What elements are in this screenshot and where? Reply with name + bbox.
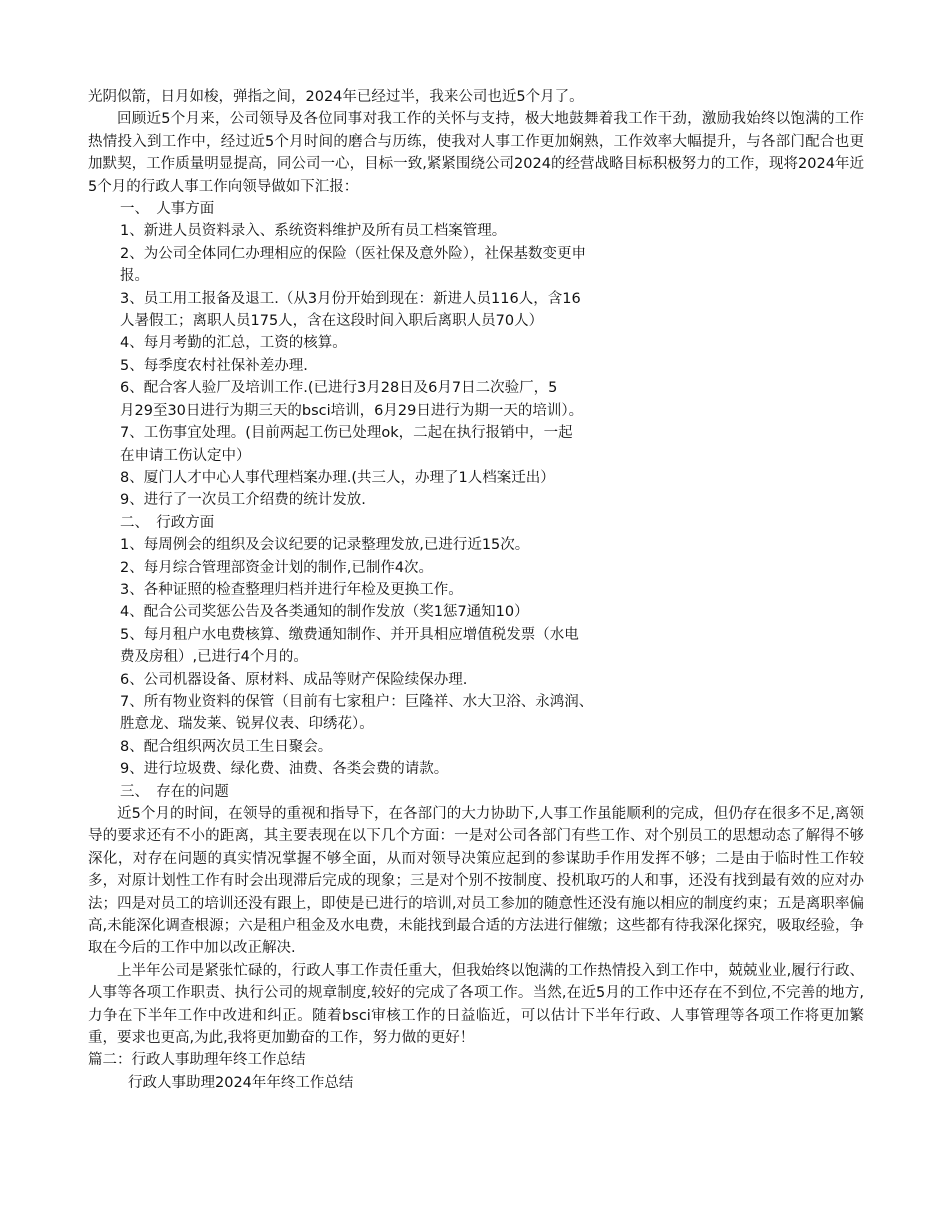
list-item-continuation: 报。: [120, 268, 149, 285]
list-item: 4、配合公司奖惩公告及各类通知的制作发放（奖1惩7通知10）: [120, 604, 529, 621]
list-item: 7、所有物业资料的保管（目前有七家租户：巨隆祥、水大卫浴、永鸿润、: [120, 693, 594, 710]
closing-paragraph: 上半年公司是紧张忙碌的，行政人事工作责任重大，但我始终以饱满的工作热情投入到工作中，兢兢业业,履行行政、人事等各项工作职责、执行公司的规章制度,较好的完成了各项工作。当然,在近5月的工作中还存在不到位,不完善的地方,力争在下半年工作中改进和纠正。随着bsci审核工作的日益临近，可以估计下半年行政、人事管理等各项工作将更加繁重，要求也更高,为此,我将更加勤奋的工作，努力做的更好！: [88, 962, 864, 1047]
list-item: 9、进行垃圾费、绿化费、油费、各类会费的请款。: [120, 761, 449, 778]
list-item-continuation: 人暑假工；离职人员175人，含在这段时间入职后离职人员70人）: [120, 313, 544, 330]
list-item-continuation: 费及房租）,已进行4个月的。: [120, 649, 308, 666]
document-body: [88, 86, 864, 1094]
part2-label: 篇二：行政人事助理年终工作总结: [88, 1052, 306, 1069]
section-heading-personnel: 一、 人事方面: [120, 201, 215, 218]
list-item: 5、每季度农村社保补差办理.: [120, 357, 308, 374]
list-item: 6、配合客人验厂及培训工作.(已进行3月28日及6月7日二次验厂，5: [120, 380, 558, 397]
list-item: 2、为公司全体同仁办理相应的保险（医社保及意外险），社保基数变更申: [120, 245, 586, 262]
review-paragraph: 回顾近5个月来，公司领导及各位同事对我工作的关怀与支持，极大地鼓舞着我工作干劲，激励我始终以饱满的工作热情投入到工作中，经过近5个月时间的磨合与历练，使我对人事工作更加娴熟，工作效率大幅提升，与各部门配合也更加默契，工作质量明显提高，同公司一心，目标一致,紧紧围绕公司2024的经营战略目标积极努力的工作，现将2024年近5个月的行政人事工作向领导做如下汇报：: [88, 111, 864, 195]
section-heading-problems: 三、 存在的问题: [120, 783, 229, 800]
section-heading-administration: 二、 行政方面: [120, 514, 215, 531]
list-item: 8、厦门人才中心人事代理档案办理.(共三人，办理了1人档案迁出）: [120, 469, 555, 486]
intro-paragraph: 光阴似箭，日月如梭，弹指之间，2024年已经过半，我来公司也近5个月了。: [88, 89, 584, 105]
list-item: 6、公司机器设备、原材料、成品等财产保险续保办理.: [120, 671, 468, 688]
list-item: 7、工伤事宜处理。(目前两起工伤已处理ok，二起在执行报销中，一起: [120, 425, 573, 442]
list-item: 3、各种证照的检查整理归档并进行年检及更换工作。: [120, 581, 463, 598]
problems-paragraph: 近5个月的时间，在领导的重视和指导下，在各部门的大力协助下,人事工作虽能顺利的完成，但仍存在很多不足,离领导的要求还有不小的距离，其主要表现在以下几个方面：一是对公司各部门有些工作、对个别员工的思想动态了解得不够深化，对存在问题的真实情况掌握不够全面，从而对领导决策应起到的参谋助手作用发挥不够；二是由于临时性工作较多，对原计划性工作有时会出现滞后完成的现象；三是对个别不按制度、投机取巧的人和事，还没有找到最有效的应对办法；四是对员工的培训还没有跟上，即使是已进行的培训,对员工参加的随意性还没有施以相应的制度约束；五是离职率偏高,未能深化调查根源；六是租户租金及水电费，未能找到最合适的方法进行催缴；这些都有待我深化探究，吸取经验，争取在今后的工作中加以改正解决.: [88, 806, 864, 957]
list-item: 5、每月租户水电费核算、缴费通知制作、并开具相应增值税发票（水电: [120, 626, 579, 643]
list-item-continuation: 在申请工伤认定中）: [120, 447, 251, 464]
list-item: 1、新进人员资料录入、系统资料维护及所有员工档案管理。: [120, 223, 507, 240]
list-item: 8、配合组织两次员工生日聚会。: [120, 738, 333, 755]
list-item: 9、进行了一次员工介绍费的统计发放.: [120, 492, 366, 509]
list-item: 1、每周例会的组织及会议纪要的记录整理发放,已进行近15次。: [120, 537, 530, 554]
part2-title: 行政人事助理2024年年终工作总结: [128, 1074, 354, 1091]
list-item: 3、员工用工报备及退工.（从3月份开始到现在：新进人员116人，含16: [120, 290, 581, 307]
list-item: 4、每月考勤的汇总，工资的核算。: [120, 335, 347, 352]
list-item-continuation: 胜意龙、瑞发莱、锐昇仪表、印绣花）。: [120, 716, 374, 733]
list-item-continuation: 月29至30日进行为期三天的bsci培训，6月29日进行为期一天的培训）。: [120, 402, 584, 419]
list-item: 2、每月综合管理部资金计划的制作,已制作4次。: [120, 559, 434, 576]
